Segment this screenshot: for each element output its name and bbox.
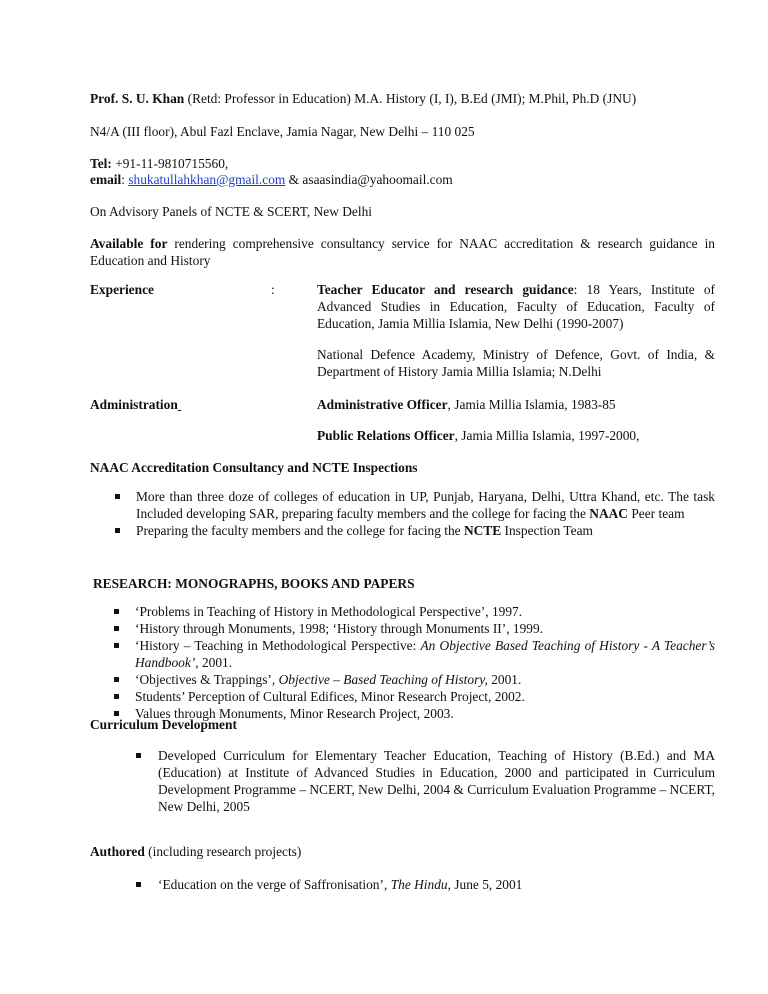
bullet-icon (114, 643, 119, 648)
list-item (90, 637, 715, 671)
tel-label: Tel: (90, 156, 112, 171)
administration-entry-1-text: , Jamia Millia Islamia, 1983-85 (447, 397, 616, 412)
tel-value: +91-11-9810715560, (115, 156, 229, 171)
naac-list (90, 488, 715, 539)
authored-list (90, 876, 715, 893)
experience-entry-1 (317, 281, 715, 332)
administration-label (90, 396, 181, 413)
availability (90, 235, 715, 269)
bullet-icon (136, 753, 141, 758)
research-item-6: Values through Monuments, Minor Research Project, 2003. (135, 706, 454, 721)
research-item-5: Students’ Perception of Cultural Edifices, Minor Research Project, 2002. (135, 689, 525, 704)
administration-entry-2-text: , Jamia Millia Islamia, 1997-2000, (454, 428, 640, 443)
administration-label-text: Administration (90, 397, 178, 412)
authored-item-1-publication: The Hindu (390, 877, 448, 892)
research-item-1: ‘Problems in Teaching of History in Methodological Perspective’, 1997. (135, 604, 523, 619)
administration-entry-1-title: Administrative Officer (317, 397, 448, 412)
experience-entry-1-title: Teacher Educator and research guidance (317, 282, 574, 297)
curriculum-list (90, 747, 715, 815)
authored-heading-note: (including research projects) (148, 844, 302, 859)
administration-entry-2 (317, 427, 715, 444)
qualifications: (Retd: Professor in Education) M.A. History (I, I), B.Ed (JMI); M.Phil, Ph.D (JNU) (187, 91, 637, 106)
email-line: email: shukatullahkhan@gmail.com & asaasindia@yahoomail.com (90, 172, 453, 187)
email-secondary: & asaasindia@yahoomail.com (288, 172, 453, 187)
bullet-icon (114, 677, 119, 682)
bullet-icon (114, 609, 119, 614)
list-item (90, 522, 715, 539)
administration-entry-2-title: Public Relations Officer (317, 428, 455, 443)
research-item-2: ‘History through Monuments, 1998; ‘History through Monuments II’, 1999. (135, 621, 544, 636)
administration-entry-1 (317, 396, 715, 413)
naac-item-1-bold: NAAC (589, 506, 628, 521)
bullet-icon (114, 626, 119, 631)
authored-item-1-date: , June 5, 2001 (447, 877, 523, 892)
advisory-panels: On Advisory Panels of NCTE & SCERT, New Delhi (90, 204, 372, 219)
curriculum-heading-text: Curriculum Development (90, 717, 237, 732)
authored-item-1-text: ‘Education on the verge of Saffronisation’, (158, 877, 388, 892)
email-link[interactable]: shukatullahkhan@gmail.com (128, 172, 286, 187)
list-item (90, 876, 715, 893)
name-line (90, 90, 715, 107)
naac-item-2-text: Preparing the faculty members and the college for facing the (136, 523, 461, 538)
experience-section (90, 281, 715, 401)
research-list (90, 603, 715, 722)
naac-item-2-tail: Inspection Team (504, 523, 593, 538)
bullet-icon (136, 882, 141, 887)
experience-label: Experience (90, 282, 154, 297)
list-item (90, 688, 715, 705)
naac-heading (90, 459, 715, 476)
address: N4/A (III floor), Abul Fazl Enclave, Jamia Nagar, New Delhi – 110 025 (90, 124, 475, 139)
naac-item-2-bold: NCTE (463, 523, 502, 538)
research-item-3-title: An Objective Based Teaching of History - A Teacher’s Handbook’, (135, 638, 715, 670)
research-heading (93, 575, 718, 592)
research-item-4-year: 2001. (491, 672, 522, 687)
email-label: email (90, 172, 122, 187)
authored-heading (90, 843, 715, 860)
research-item-3-text: ‘History – Teaching in Methodological Perspective: (135, 638, 417, 653)
available-text: rendering comprehensive consultancy service for NAAC accreditation & research guidance in Education and History (90, 236, 715, 268)
list-item (90, 671, 715, 688)
list-item (90, 747, 715, 815)
authored-heading-text: Authored (90, 844, 145, 859)
telephone-line (90, 155, 715, 172)
list-item (90, 620, 715, 637)
curriculum-heading (90, 716, 715, 733)
naac-heading-text: NAAC Accreditation Consultancy and NCTE Inspections (90, 460, 418, 475)
name: Prof. S. U. Khan (90, 91, 185, 106)
administration-section (90, 396, 715, 446)
research-heading-text: RESEARCH: MONOGRAPHS, BOOKS AND PAPERS (93, 576, 415, 591)
list-item (90, 603, 715, 620)
list-item (90, 488, 715, 522)
research-item-3-year: 2001. (201, 655, 233, 670)
bullet-icon (115, 528, 120, 533)
available-label: Available for (90, 236, 168, 251)
bullet-icon (114, 694, 119, 699)
experience-entry-2: National Defence Academy, Ministry of Defence, Govt. of India, & Department of History Jamia Millia Islamia; N.Delhi (317, 347, 715, 379)
bullet-icon (115, 494, 120, 499)
research-item-4-title: Objective – Based Teaching of History, (278, 672, 488, 687)
naac-item-1-text: More than three doze of colleges of education in UP, Punjab, Haryana, Delhi, Uttra Khand, etc. The task Included developing SAR, preparing faculty members and the college for facing the (136, 489, 715, 521)
curriculum-item-1: Developed Curriculum for Elementary Teacher Education, Teaching of History (B.Ed.) and MA (Education) at Institute of Advanced Studies in Education, 2000 and participated in Curriculum Development Programme – NCERT, New Delhi, 2004 & Curriculum Evaluation Programme – NCERT, New Delhi, 2005 (158, 748, 715, 814)
naac-item-1-tail: Peer team (631, 506, 685, 521)
experience-entry-1-text: : 18 Years, Institute of Advanced Studies in Education, Faculty of Education, Faculty of Education, Jamia Millia Islamia, New Delhi (1990-2007) (317, 282, 716, 331)
research-item-4-text: ‘Objectives & Trappings’, (135, 672, 276, 687)
experience-colon: : (271, 282, 275, 297)
